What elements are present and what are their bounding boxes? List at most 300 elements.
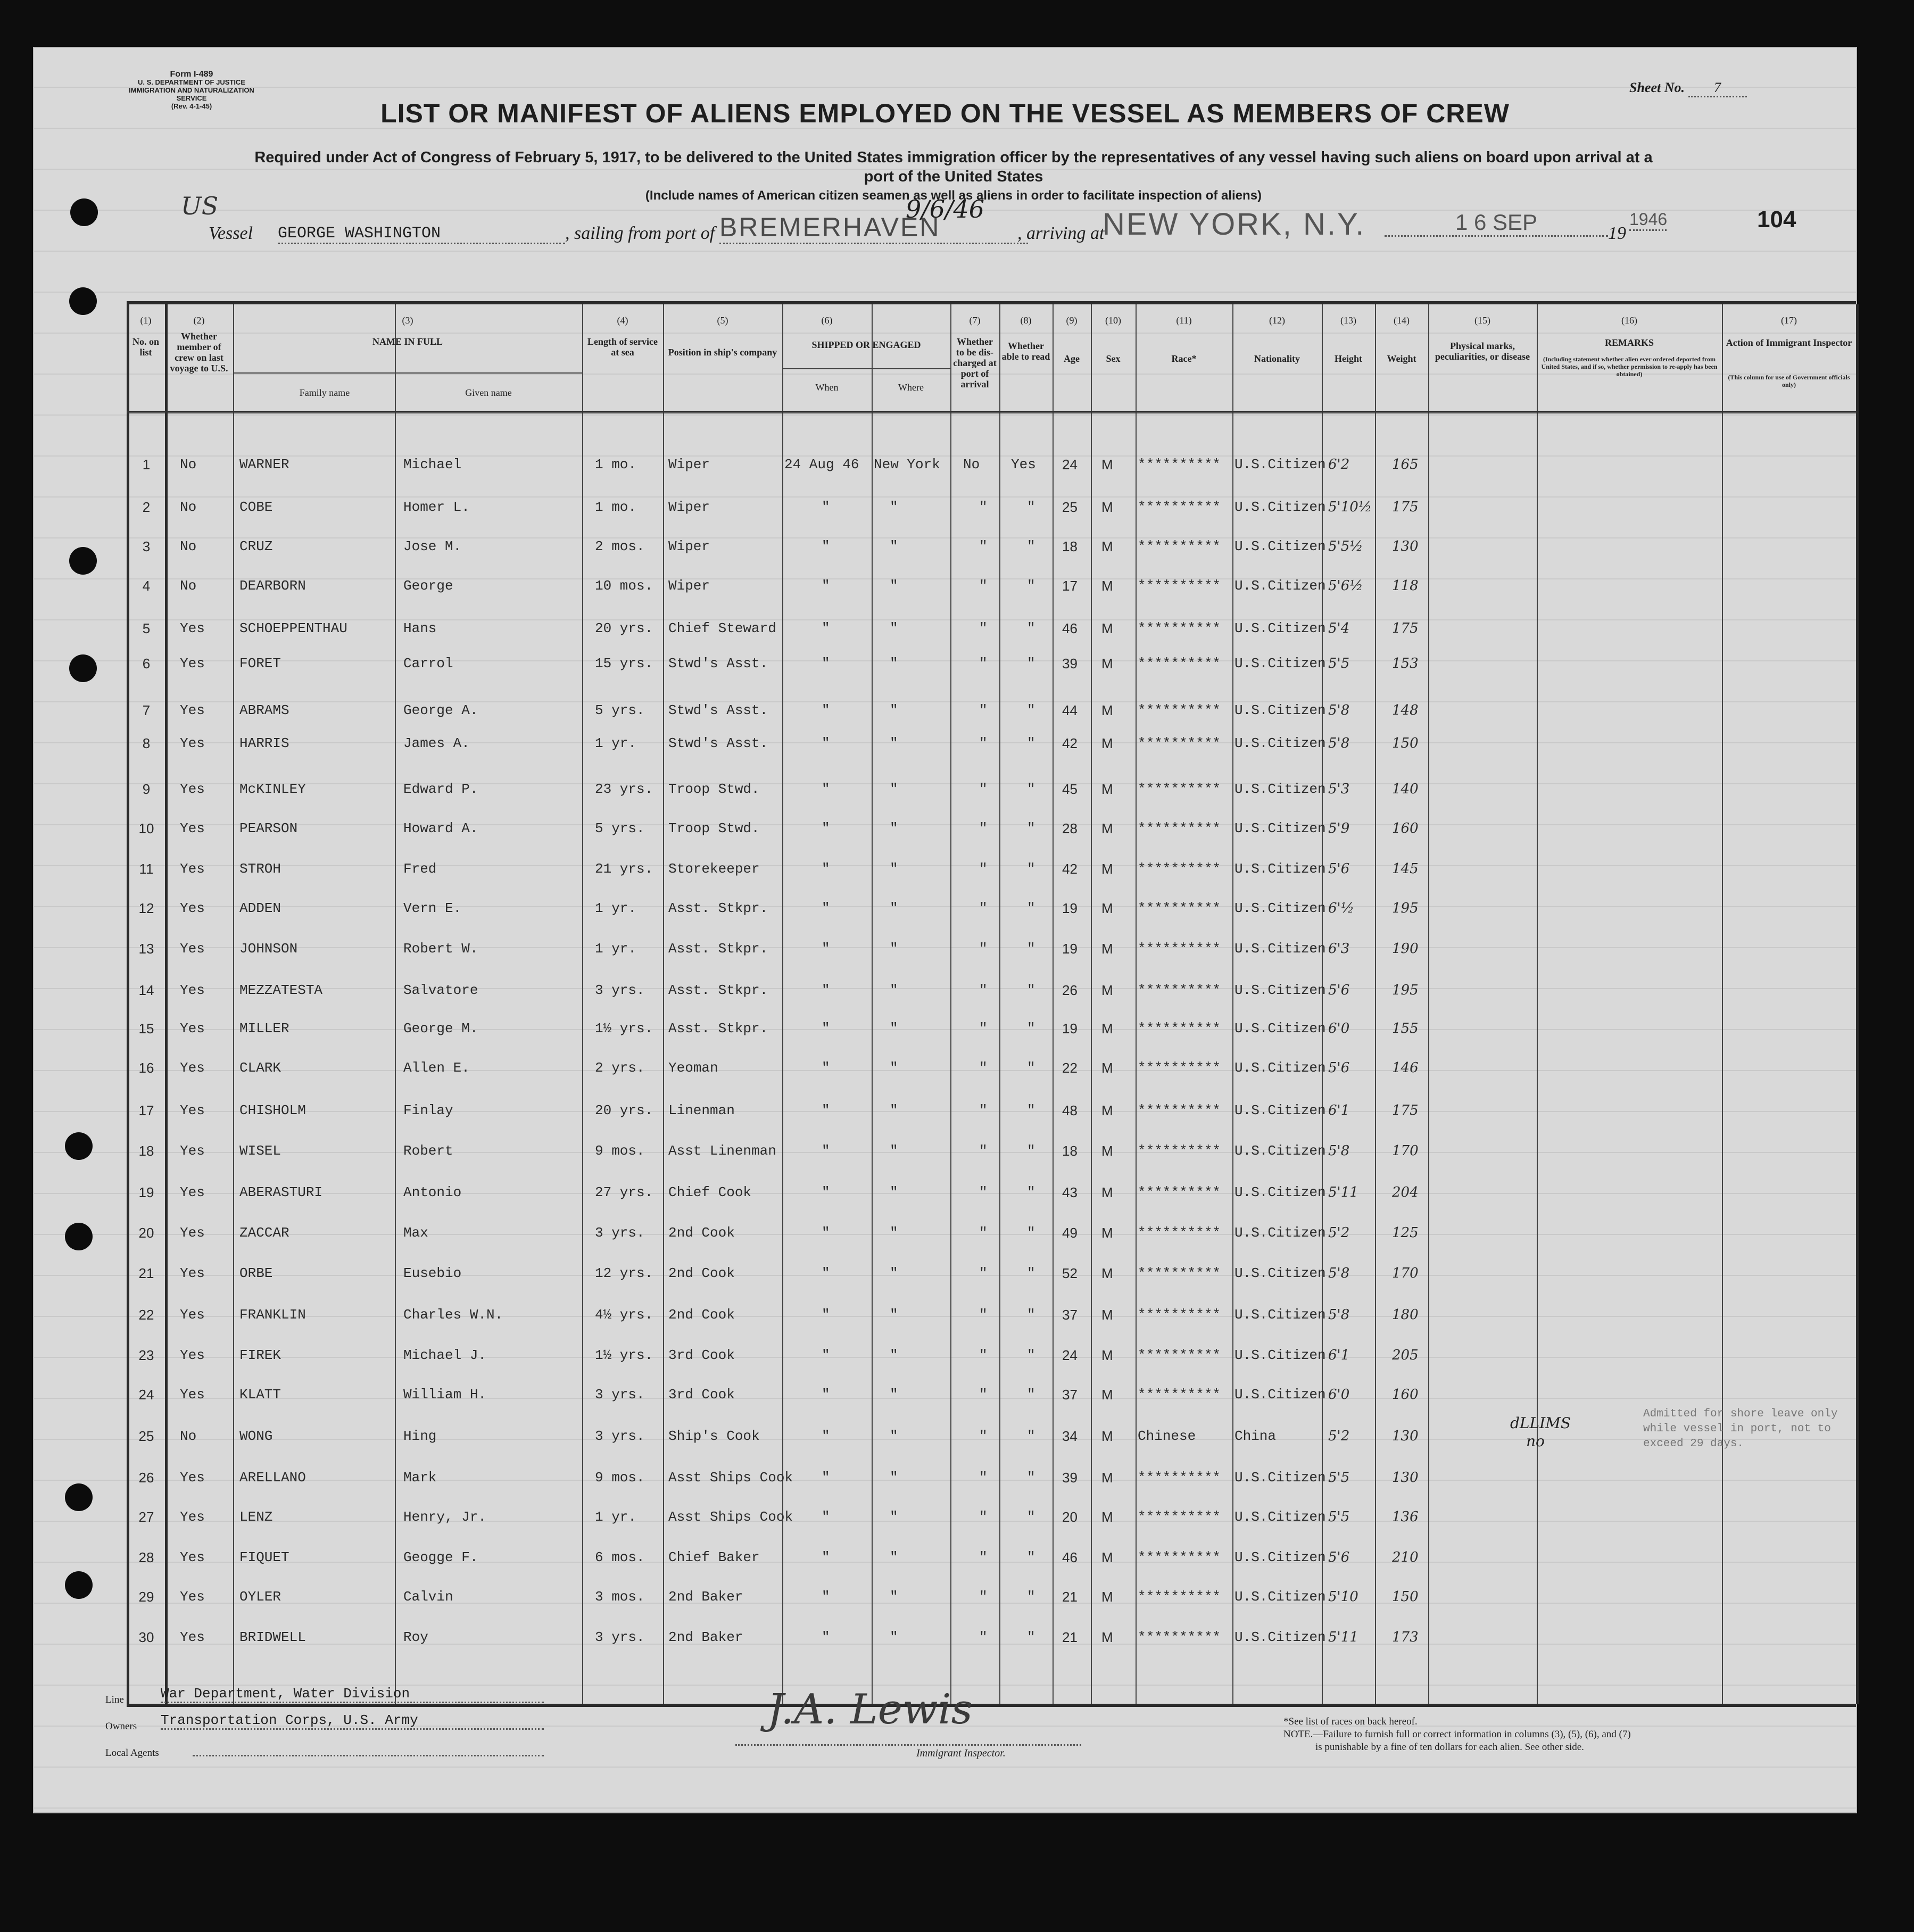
row-number: 13 [138, 941, 154, 957]
table-cell: " [1027, 1589, 1035, 1605]
table-cell: 21 yrs. [595, 861, 653, 877]
table-cell: 5'6 [1328, 1060, 1350, 1076]
table-cell: Max [403, 1225, 428, 1241]
arriving-label: , arriving at [1017, 223, 1105, 243]
table-cell: U.S.Citizen [1234, 538, 1326, 554]
table-cell: Howard A. [403, 820, 478, 836]
table-cell: 1 yr. [595, 941, 637, 957]
column-header: No. on list [132, 336, 159, 358]
table-cell: 130 [1392, 538, 1419, 554]
table-cell: U.S.Citizen [1234, 735, 1326, 751]
table-cell: M [1101, 781, 1113, 797]
table-cell: 24 [1062, 457, 1078, 472]
table-cell: Yes [180, 1307, 205, 1323]
table-cell: " [822, 1549, 830, 1565]
local-agents-value [193, 1739, 544, 1756]
table-cell: Chinese [1138, 1428, 1196, 1444]
table-cell: Charles W.N. [403, 1307, 503, 1323]
table-cell: BRIDWELL [239, 1629, 306, 1645]
arrival-year: 1946 [1629, 210, 1667, 231]
table-cell: " [822, 656, 830, 671]
table-cell: 1 yr. [595, 1509, 637, 1525]
column-divider [782, 304, 783, 1704]
table-cell: Yes [180, 1060, 205, 1076]
column-divider [395, 304, 396, 1704]
table-cell: " [890, 1184, 898, 1200]
table-cell: 175 [1392, 499, 1419, 515]
table-cell: " [890, 620, 898, 636]
table-cell: U.S.Citizen [1234, 1021, 1326, 1037]
table-cell: " [822, 1589, 830, 1605]
table-cell: 42 [1062, 861, 1078, 877]
table-cell: " [890, 1509, 898, 1525]
table-cell: 10 mos. [595, 578, 653, 594]
table-cell: ********** [1138, 1347, 1221, 1363]
table-cell: M [1101, 499, 1113, 515]
table-cell: " [890, 1021, 898, 1037]
column-header: SHIPPED OR ENGAGED [811, 339, 921, 350]
table-cell: Eusebio [403, 1265, 462, 1281]
table-cell: LENZ [239, 1509, 273, 1525]
row-number: 3 [142, 538, 151, 554]
table-cell: M [1101, 1509, 1113, 1525]
table-cell: M [1101, 578, 1113, 594]
table-cell: 6'1 [1328, 1347, 1350, 1363]
table-cell: Yes [180, 1387, 205, 1403]
column-header: Whether able to read [1001, 341, 1050, 362]
table-cell: " [1027, 735, 1035, 751]
row-number: 11 [139, 861, 154, 877]
table-cell: 18 [1062, 538, 1078, 554]
table-cell: U.S.Citizen [1234, 1307, 1326, 1323]
table-cell: M [1101, 735, 1113, 751]
table-cell: Asst. Stkpr. [668, 941, 768, 957]
remarks-handwritten [1510, 1414, 1571, 1450]
owners-value: Transportation Corps, U.S. Army [161, 1712, 544, 1730]
handwritten-date: 9/6/46 [906, 195, 985, 223]
table-cell: U.S.Citizen [1234, 1589, 1326, 1605]
table-cell: 1½ yrs. [595, 1347, 653, 1363]
table-cell: Yes [180, 820, 205, 836]
table-cell: JOHNSON [239, 941, 298, 957]
table-cell: " [890, 861, 898, 877]
table-cell: 5'5 [1328, 1509, 1350, 1525]
table-cell: 130 [1392, 1470, 1419, 1486]
table-cell: ********** [1138, 1629, 1221, 1645]
table-cell: Yes [180, 900, 205, 916]
column-header: Race* [1171, 353, 1197, 364]
table-cell: M [1101, 1629, 1113, 1645]
table-cell: Wiper [668, 457, 710, 472]
table-cell: 146 [1392, 1060, 1419, 1076]
table-cell: ********** [1138, 1060, 1221, 1076]
column-number: (8) [1020, 315, 1032, 326]
table-cell: M [1101, 1549, 1113, 1565]
table-cell: 5'11 [1328, 1629, 1358, 1645]
table-cell: 44 [1062, 702, 1078, 718]
table-cell: Hing [403, 1428, 437, 1444]
table-cell: U.S.Citizen [1234, 1143, 1326, 1159]
table-cell: Geogge F. [403, 1549, 478, 1565]
table-cell: ********** [1138, 982, 1221, 998]
table-cell: M [1101, 702, 1113, 718]
table-cell: 5'8 [1328, 735, 1350, 751]
table-cell: Linenman [668, 1102, 735, 1118]
table-cell: Yes [180, 1102, 205, 1118]
remarks-note: (Including statement whether alien ever ordered deported from United States, and if so, whether permission to re-apply has been obtained) [1541, 355, 1718, 378]
table-cell: 5'6½ [1328, 578, 1363, 594]
table-cell: " [1027, 1060, 1035, 1076]
table-cell: Yes [180, 1184, 205, 1200]
races-note: *See list of races on back hereof. [1283, 1716, 1418, 1727]
table-cell: Yes [180, 1143, 205, 1159]
sailing-label: , sailing from port of [565, 223, 715, 243]
table-cell: FIREK [239, 1347, 281, 1363]
table-cell: " [822, 1470, 830, 1486]
table-cell: " [979, 900, 988, 916]
arrival-date: 1 6 SEP [1385, 210, 1608, 237]
table-cell: Chief Baker [668, 1549, 760, 1565]
table-cell: ********** [1138, 781, 1221, 797]
table-cell: " [822, 1060, 830, 1076]
table-cell: U.S.Citizen [1234, 620, 1326, 636]
sheet-label: Sheet No. [1629, 80, 1685, 95]
column-divider [1722, 304, 1723, 1704]
table-cell: " [1027, 1428, 1035, 1444]
table-cell: 5'10½ [1328, 499, 1372, 515]
table-cell: 6'2 [1328, 457, 1350, 472]
table-cell: Yes [180, 1549, 205, 1565]
table-cell: 5'5½ [1328, 538, 1363, 554]
crew-table [127, 301, 1856, 1707]
table-cell: U.S.Citizen [1234, 1470, 1326, 1486]
table-cell: " [890, 900, 898, 916]
table-cell: Wiper [668, 578, 710, 594]
table-cell: " [1027, 1347, 1035, 1363]
table-cell: ********** [1138, 1509, 1221, 1525]
table-cell: M [1101, 1184, 1113, 1200]
handwritten-us: US [181, 192, 219, 220]
table-cell: China [1234, 1428, 1277, 1444]
table-cell: Yes [180, 861, 205, 877]
shipped-subheader-line [782, 368, 950, 369]
table-cell: " [979, 1509, 988, 1525]
table-cell: Chief Steward [668, 620, 776, 636]
table-cell: 5'5 [1328, 1470, 1350, 1486]
family-name-header: Family name [299, 387, 350, 398]
row-number: 6 [142, 656, 151, 671]
table-cell: " [890, 1143, 898, 1159]
table-cell: " [822, 499, 830, 515]
table-cell: " [979, 1589, 988, 1605]
table-cell: ********** [1138, 457, 1221, 472]
column-header: Age [1064, 353, 1080, 364]
column-number: (11) [1176, 315, 1192, 326]
table-cell: Yes [180, 656, 205, 671]
table-cell: 5'10 [1328, 1589, 1358, 1605]
table-cell: 1 yr. [595, 900, 637, 916]
table-cell: No [180, 1428, 197, 1444]
table-cell: 21 [1062, 1629, 1078, 1645]
column-divider [1091, 304, 1092, 1704]
table-cell: M [1101, 457, 1113, 472]
row-number: 8 [142, 735, 151, 751]
table-cell: M [1101, 1225, 1113, 1241]
table-cell: 204 [1392, 1184, 1419, 1200]
table-cell: U.S.Citizen [1234, 1225, 1326, 1241]
table-cell: 5'9 [1328, 820, 1350, 836]
table-cell: 5'2 [1328, 1428, 1350, 1444]
table-cell: " [1027, 702, 1035, 718]
table-cell: ********** [1138, 1021, 1221, 1037]
table-cell: 6 mos. [595, 1549, 645, 1565]
table-cell: 5 yrs. [595, 820, 645, 836]
table-cell: 12 yrs. [595, 1265, 653, 1281]
table-cell: " [1027, 1509, 1035, 1525]
table-cell: " [979, 1265, 988, 1281]
when-header: When [815, 382, 839, 393]
name-subheader-line [233, 372, 582, 374]
table-cell: " [890, 1225, 898, 1241]
column-number: (16) [1621, 315, 1637, 326]
row-number: 30 [138, 1629, 154, 1645]
table-cell: 140 [1392, 781, 1419, 797]
column-number: (12) [1269, 315, 1285, 326]
table-cell: U.S.Citizen [1234, 702, 1326, 718]
table-cell: U.S.Citizen [1234, 820, 1326, 836]
table-cell: 195 [1392, 982, 1419, 998]
table-cell: Michael J. [403, 1347, 487, 1363]
table-cell: " [1027, 982, 1035, 998]
table-cell: 45 [1062, 781, 1078, 797]
table-cell: ********** [1138, 578, 1221, 594]
sheet-number-value: 7 [1688, 80, 1747, 97]
table-cell: 173 [1392, 1629, 1419, 1645]
column-divider [663, 304, 664, 1704]
table-cell: 34 [1062, 1428, 1078, 1444]
table-cell: Fred [403, 861, 437, 877]
table-cell: 15 yrs. [595, 656, 653, 671]
table-cell: " [979, 620, 988, 636]
table-cell: George A. [403, 702, 478, 718]
table-cell: 5'8 [1328, 702, 1350, 718]
table-cell: M [1101, 1021, 1113, 1037]
table-cell: M [1101, 820, 1113, 836]
table-cell: " [822, 702, 830, 718]
table-cell: " [822, 1387, 830, 1403]
table-cell: 3 yrs. [595, 982, 645, 998]
table-cell: U.S.Citizen [1234, 1387, 1326, 1403]
table-cell: " [979, 941, 988, 957]
column-divider [1053, 304, 1054, 1704]
table-cell: ********** [1138, 1184, 1221, 1200]
table-cell: M [1101, 1470, 1113, 1486]
table-cell: 160 [1392, 820, 1419, 836]
row-number: 15 [138, 1021, 154, 1037]
row-number: 26 [138, 1470, 154, 1486]
table-cell: FIQUET [239, 1549, 289, 1565]
table-cell: 3 mos. [595, 1589, 645, 1605]
table-cell: Allen E. [403, 1060, 470, 1076]
table-cell: U.S.Citizen [1234, 656, 1326, 671]
table-cell: Homer L. [403, 499, 470, 515]
stamp-line: Admitted for shore leave only [1643, 1408, 1838, 1420]
table-cell: FRANKLIN [239, 1307, 306, 1323]
table-cell: Yes [180, 1509, 205, 1525]
table-cell: " [979, 656, 988, 671]
table-cell: 2nd Cook [668, 1225, 735, 1241]
table-cell: 2 mos. [595, 538, 645, 554]
table-cell: " [822, 578, 830, 594]
column-number: (13) [1340, 315, 1356, 326]
table-cell: Yes [180, 1629, 205, 1645]
punch-hole [69, 287, 97, 315]
table-cell: " [1027, 1629, 1035, 1645]
punch-hole [65, 1223, 93, 1250]
table-cell: Jose M. [403, 538, 462, 554]
table-cell: ********** [1138, 656, 1221, 671]
table-cell: " [822, 1307, 830, 1323]
table-cell: ********** [1138, 1307, 1221, 1323]
table-cell: 148 [1392, 702, 1419, 718]
form-number: Form I-489 [170, 70, 213, 79]
table-cell: M [1101, 1060, 1113, 1076]
table-cell: 170 [1392, 1143, 1419, 1159]
table-cell: 210 [1392, 1549, 1419, 1565]
service: IMMIGRATION AND NATURALIZATION SERVICE [129, 86, 254, 102]
table-cell: 125 [1392, 1225, 1419, 1241]
table-cell: 5'5 [1328, 656, 1350, 671]
table-cell: " [1027, 538, 1035, 554]
column-header: Position in ship's company [668, 347, 777, 358]
table-cell: " [890, 1549, 898, 1565]
table-cell: Calvin [403, 1589, 453, 1605]
table-cell: " [979, 1549, 988, 1565]
column-header: Whether to be dis-charged at port of arrival [953, 336, 997, 389]
table-cell: 9 mos. [595, 1470, 645, 1486]
table-cell: 145 [1392, 861, 1419, 877]
table-cell: Yeoman [668, 1060, 718, 1076]
vessel-label: Vessel [209, 223, 253, 243]
signature-line [735, 1744, 1081, 1746]
page-number: 104 [1757, 206, 1796, 233]
year-prefix: 19 [1608, 223, 1626, 243]
table-cell: " [979, 1143, 988, 1159]
table-cell: " [979, 499, 988, 515]
table-cell: Roy [403, 1629, 428, 1645]
table-cell: " [979, 1307, 988, 1323]
table-cell: " [1027, 1184, 1035, 1200]
table-cell: ********** [1138, 941, 1221, 957]
column-header: NAME IN FULL [372, 336, 443, 347]
table-cell: ZACCAR [239, 1225, 289, 1241]
line-label: Line [105, 1694, 124, 1705]
table-cell: " [979, 1102, 988, 1118]
table-cell: " [979, 1184, 988, 1200]
table-cell: " [1027, 1387, 1035, 1403]
row-number: 7 [142, 702, 151, 718]
row-number: 5 [142, 620, 151, 636]
table-cell: " [890, 702, 898, 718]
row-number: 22 [138, 1307, 154, 1323]
row-number: 25 [138, 1428, 154, 1444]
table-cell: M [1101, 1143, 1113, 1159]
table-cell: " [822, 1143, 830, 1159]
column-header: Height [1335, 353, 1362, 364]
column-divider [1136, 304, 1137, 1704]
table-cell: George M. [403, 1021, 478, 1037]
row-number: 20 [138, 1225, 154, 1241]
table-cell: " [822, 1102, 830, 1118]
owners-label: Owners [105, 1721, 137, 1732]
table-cell: " [890, 982, 898, 998]
table-cell: 20 yrs. [595, 620, 653, 636]
table-cell: Stwd's Asst. [668, 656, 768, 671]
table-cell: New York [874, 457, 940, 472]
table-cell: ABERASTURI [239, 1184, 323, 1200]
table-cell: DEARBORN [239, 578, 306, 594]
table-cell: U.S.Citizen [1234, 1060, 1326, 1076]
table-cell: M [1101, 1307, 1113, 1323]
table-cell: Yes [180, 941, 205, 957]
table-cell: M [1101, 538, 1113, 554]
punch-hole [70, 198, 98, 226]
table-cell: No [180, 578, 197, 594]
where-header: Where [898, 382, 924, 393]
column-number: (14) [1394, 315, 1410, 326]
vessel-name: GEORGE WASHINGTON [278, 225, 565, 244]
table-cell: Yes [180, 1347, 205, 1363]
table-cell: " [822, 538, 830, 554]
table-cell: U.S.Citizen [1234, 1265, 1326, 1281]
table-cell: 1 mo. [595, 499, 637, 515]
table-cell: " [890, 941, 898, 957]
table-cell: " [890, 1629, 898, 1645]
table-cell: CRUZ [239, 538, 273, 554]
shore-leave-stamp [1643, 1407, 1837, 1452]
table-cell: Troop Stwd. [668, 781, 760, 797]
table-cell: 5'8 [1328, 1307, 1350, 1323]
row-number: 27 [138, 1509, 154, 1525]
table-cell: " [979, 538, 988, 554]
table-cell: " [979, 982, 988, 998]
table-cell: 130 [1392, 1428, 1419, 1444]
column-header: Action of Immigrant Inspector [1726, 337, 1852, 348]
table-cell: ********** [1138, 702, 1221, 718]
table-cell: M [1101, 1102, 1113, 1118]
table-cell: ********** [1138, 861, 1221, 877]
table-cell: Storekeeper [668, 861, 760, 877]
table-cell: 160 [1392, 1387, 1419, 1403]
column-number: (4) [617, 315, 628, 326]
table-cell: Henry, Jr. [403, 1509, 487, 1525]
row-number: 17 [138, 1102, 154, 1118]
table-cell: Asst Linenman [668, 1143, 776, 1159]
table-cell: Yes [1011, 457, 1036, 472]
table-cell: 24 Aug 46 [784, 457, 859, 472]
footer-notes [1283, 1715, 1842, 1754]
row-number: 24 [138, 1387, 154, 1403]
table-cell: " [822, 982, 830, 998]
table-cell: No [180, 499, 197, 515]
table-cell: Salvatore [403, 982, 478, 998]
subtitle-line-2: port of the United States [864, 168, 1043, 185]
table-cell: " [1027, 861, 1035, 877]
table-cell: " [979, 1347, 988, 1363]
table-cell: U.S.Citizen [1234, 1549, 1326, 1565]
table-cell: MILLER [239, 1021, 289, 1037]
column-divider [1232, 304, 1233, 1704]
